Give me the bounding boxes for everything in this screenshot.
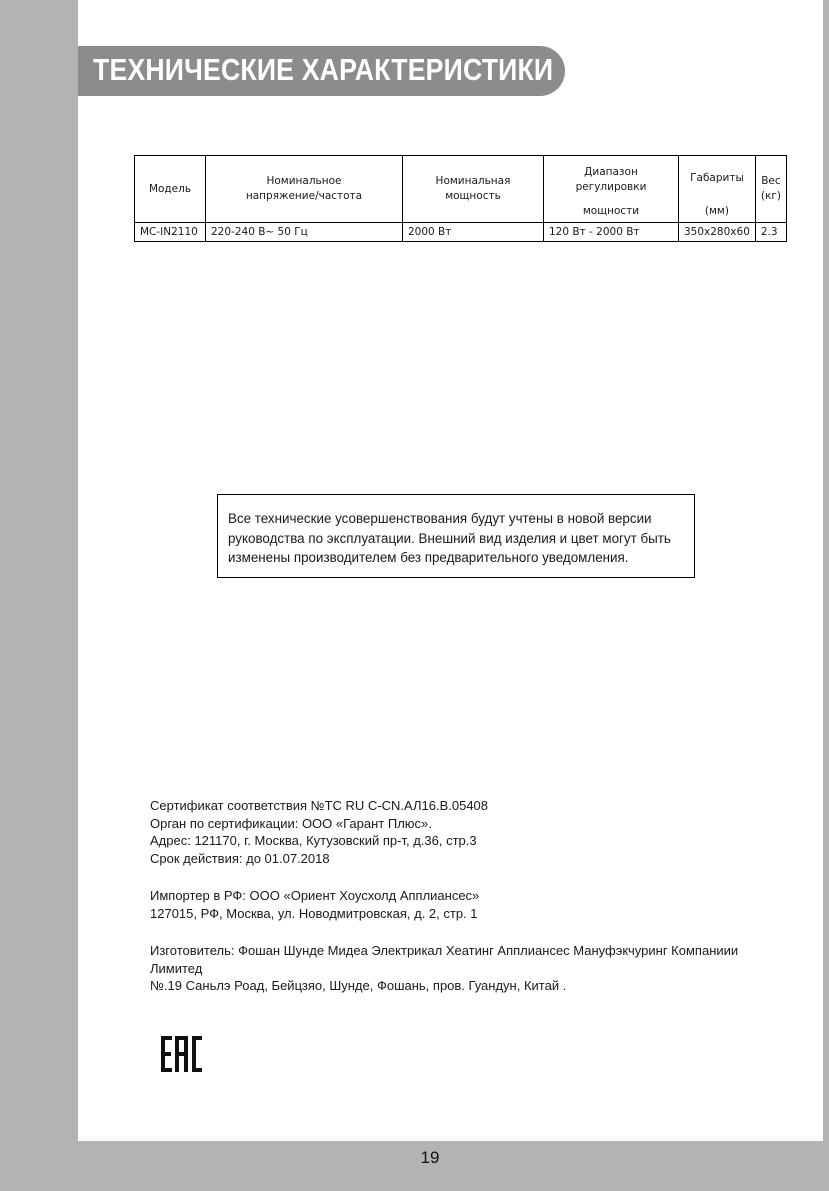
page-title: ТЕХНИЧЕСКИЕ ХАРАКТЕРИСТИКИ <box>93 52 554 87</box>
cell-power: 2000 Вт <box>403 223 544 242</box>
cell-weight: 2.3 <box>755 223 786 242</box>
certification-address: Адрес: 121170, г. Москва, Кутузовский пр-т, д.36, стр.3 <box>150 833 477 848</box>
manufacturer-name: Изготовитель: Фошан Шунде Мидеа Электрикал Хеатинг Апплиансес Мануфэкчуринг Компаниии <box>150 943 739 958</box>
certificate-number: Сертификат соответствия №ТС RU C-CN.АЛ16.В.05408 <box>150 798 489 813</box>
cell-dimensions: 350x280x60 <box>679 223 756 242</box>
cell-voltage: 220-240 В~ 50 Гц <box>206 223 403 242</box>
left-margin-bar <box>0 0 78 1191</box>
header-dimensions: Габариты (мм) <box>679 156 756 223</box>
manufacturer-name-cont: Лимитед <box>150 960 203 976</box>
header-power: Номинальная мощность <box>403 156 544 223</box>
spec-table <box>134 155 787 242</box>
right-margin-bar <box>823 0 829 1191</box>
certification-body: Орган по сертификации: ООО «Гарант Плюс». <box>150 815 432 831</box>
manufacturer-address: №.19 Саньлэ Роад, Бейцзяо, Шунде, Фошань, пров. Гуандун, Китай . <box>150 978 567 993</box>
header-range: Диапазон регулировки мощности <box>544 156 679 223</box>
cell-model: MC-IN2110 <box>135 223 206 242</box>
eac-mark-icon <box>161 1036 203 1072</box>
notice-box <box>217 494 695 578</box>
certificate-validity: Срок действия: до 01.07.2018 <box>150 850 330 866</box>
header-model: Модель <box>135 156 206 223</box>
table-row <box>135 223 787 242</box>
certification-info <box>150 797 800 995</box>
cell-range: 120 Вт - 2000 Вт <box>544 223 679 242</box>
notice-line: Все технические усовершенствования будут учтены в новой версии <box>228 511 652 526</box>
importer-name: Импортер в РФ: ООО «Ориент Хоусхолд Апплиансес» <box>150 888 480 903</box>
spec-table-header-row <box>135 156 787 223</box>
page-number: 19 <box>420 1148 440 1167</box>
importer-address: 127015, РФ, Москва, ул. Новодмитровская, д. 2, стр. 1 <box>150 905 478 921</box>
notice-line: изменены производителем без предварительного уведомления. <box>228 550 629 565</box>
notice-line: руководства по эксплуатации. Внешний вид изделия и цвет могут быть <box>228 530 671 546</box>
header-voltage: Номинальное напряжение/частота <box>206 156 403 223</box>
header-weight: Вес (кг) <box>755 156 786 223</box>
